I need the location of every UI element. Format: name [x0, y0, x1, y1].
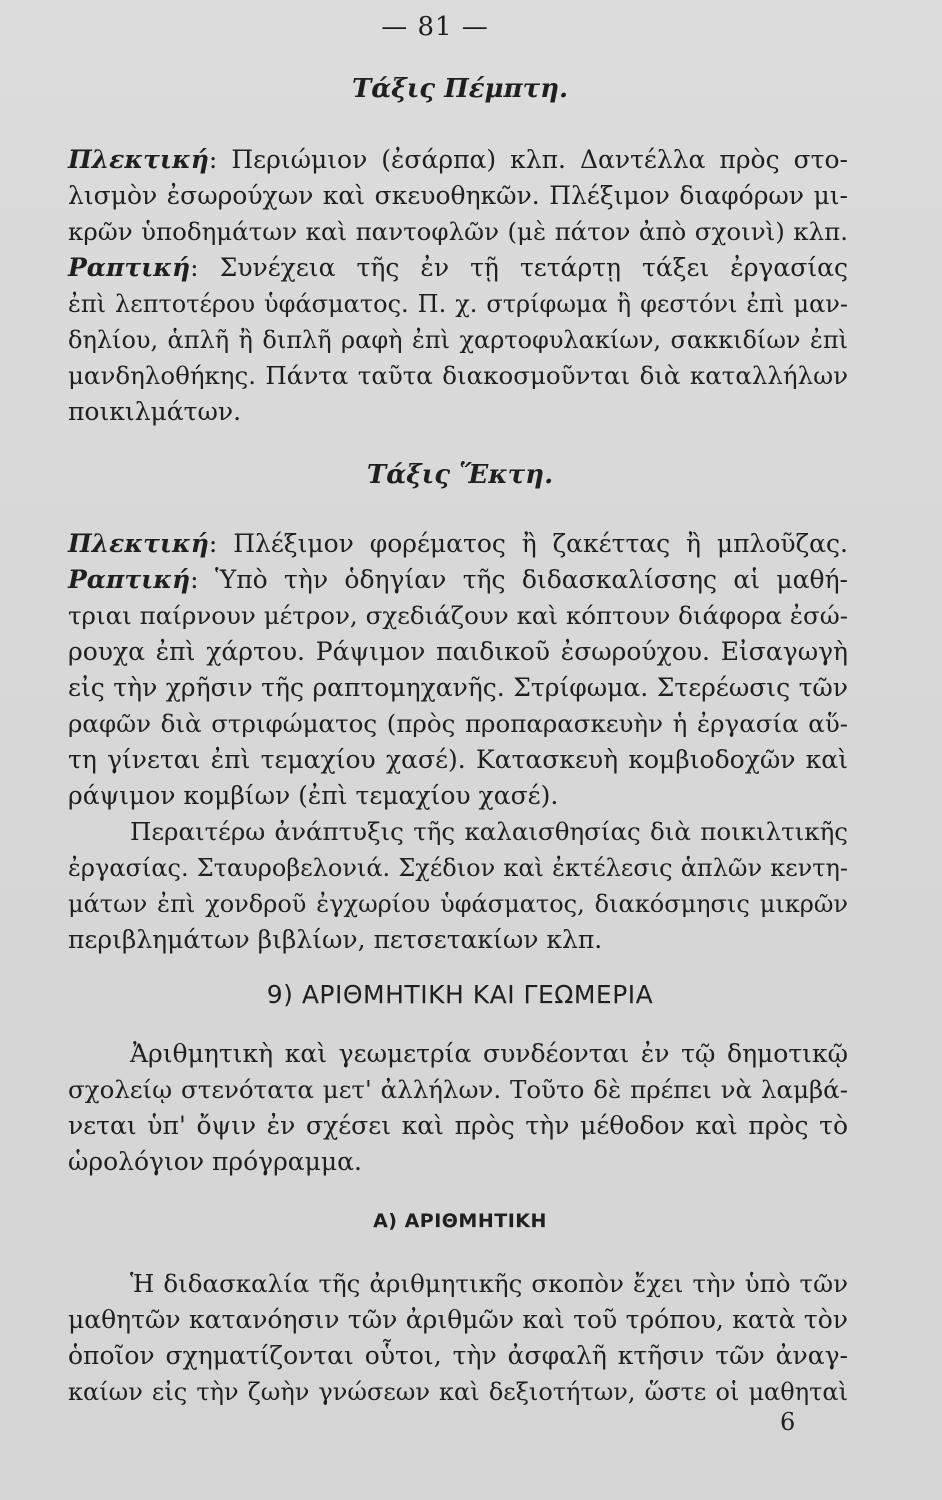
paragraph-line: μαθητῶν κατανόησιν τῶν ἀριθμῶν καὶ τοῦ τρόπου, κατὰ τὸν	[68, 1305, 848, 1334]
inline-label: Πλεκτική	[68, 145, 209, 174]
paragraph-line: ποικιλμάτων.	[68, 397, 242, 426]
paragraph-line: ὁποῖον σχηματίζονται οὗτοι, τὴν ἀσφαλῆ κτῆσιν τῶν ἀναγ-	[68, 1341, 848, 1370]
paragraph-line: νεται ὑπ' ὄψιν ἐν σχέσει καὶ πρὸς τὴν μέθοδον καὶ πρὸς τὸ	[68, 1111, 848, 1140]
paragraph-line: ράψιμον κομβίων (ἐπὶ τεμαχίου χασέ).	[68, 781, 559, 810]
paragraph-line: Ἡ διδασκαλία τῆς ἀριθμητικῆς σκοπὸν ἔχει τὴν ὑπὸ τῶν	[130, 1269, 848, 1298]
paragraph-line: εἰς τὴν χρῆσιν τῆς ραπτομηχανῆς. Στρίφωμα. Στερέωσις τῶν	[68, 673, 848, 702]
paragraph-line: περιβλημάτων βιβλίων, πετσετακίων κλπ.	[68, 925, 603, 954]
inline-label: Πλεκτική	[68, 529, 209, 558]
paragraph-line: ἐργασίας. Σταυροβελονιά. Σχέδιον καὶ ἐκτέλεσις ἁπλῶν κεντη-	[68, 854, 848, 882]
paragraph-line: ἐπὶ λεπτοτέρου ὑφάσματος. Π. χ. στρίφωμα ἢ φεστόνι ἐπὶ μαν-	[68, 290, 848, 318]
subheading-arithmetic: Α) ΑΡΙΘΜΗΤΙΚΗ	[373, 1210, 547, 1232]
paragraph-line: καίων εἰς τὴν ζωὴν γνώσεων καὶ δεξιοτήτων, ὥστε οἱ μαθηταὶ	[68, 1378, 848, 1406]
paragraph-line: ρουχα ἐπὶ χάρτου. Ράψιμον παιδικοῦ ἐσωρούχου. Εἰσαγωγὴ	[68, 637, 848, 666]
paragraph-line: ραφῶν διὰ στριφώματος (πρὸς προπαρασκευὴν ἡ ἐργασία αὕ-	[68, 709, 848, 738]
page-number: — 81 —	[381, 12, 489, 42]
paragraph-line: Ἀριθμητικὴ καὶ γεωμετρία συνδέονται ἐν τῷ δημοτικῷ	[130, 1039, 848, 1068]
paragraph-line: Πλεκτική: Πλέξιμον φορέματος ἢ ζακέττας ἢ μπλοῦζας.	[68, 529, 848, 558]
paragraph-line: ὡρολόγιον πρόγραμμα.	[68, 1147, 362, 1176]
paragraph-line: Πλεκτική: Περιώμιον (ἐσάρπα) κλπ. Δαντέλλα πρὸς στο-	[68, 145, 848, 174]
paragraph-line: Περαιτέρω ἀνάπτυξις τῆς καλαισθησίας διὰ ποικιλτικῆς	[130, 817, 848, 846]
signature-mark: 6	[780, 1408, 796, 1436]
paragraph-line: τριαι παίρνουν μέτρον, σχεδιάζουν καὶ κόπτουν διάφορα ἐσώ-	[68, 601, 848, 630]
paragraph-line: μανδηλοθήκης. Πάντα ταῦτα διακοσμοῦνται διὰ καταλλήλων	[68, 361, 848, 390]
paragraph-line: τη γίνεται ἐπὶ τεμαχίου χασέ). Κατασκευὴ κομβιοδοχῶν καὶ	[68, 745, 848, 774]
section-title-sixth-grade: Τάξις Ἕκτη.	[366, 460, 554, 490]
paragraph-line: σχολείῳ στενότατα μετ' ἀλλήλων. Τοῦτο δὲ πρέπει νὰ λαμβά-	[68, 1075, 848, 1104]
paragraph-line: Ραπτική: Συνέχεια τῆς ἐν τῇ τετάρτῃ τάξει ἐργασίας	[68, 253, 848, 282]
paragraph-line: λισμὸν ἐσωρούχων καὶ σκευοθηκῶν. Πλέξιμον διαφόρων μι-	[68, 181, 848, 210]
paragraph-line: Ραπτική: Ὑπὸ τὴν ὁδηγίαν τῆς διδασκαλίσσης αἱ μαθή-	[68, 565, 848, 594]
section-title-fifth-grade: Τάξις Πέμπτη.	[351, 74, 569, 104]
paragraph-line: δηλίου, ἁπλῆ ἢ διπλῆ ραφὴ ἐπὶ χαρτοφυλακίων, σακκιδίων ἐπὶ	[68, 326, 848, 354]
paragraph-line: μάτων ἐπὶ χονδροῦ ἐγχωρίου ὑφάσματος, διακόσμησις μικρῶν	[68, 890, 848, 918]
chapter-heading-arithmetic-geometry: 9) ΑΡΙΘΜΗΤΙΚΗ ΚΑΙ ΓΕΩΜΕΡΙΑ	[266, 980, 654, 1009]
inline-label: Ραπτική	[68, 253, 191, 282]
paragraph-line: κρῶν ὑποδημάτων καὶ παντοφλῶν (μὲ πάτον ἀπὸ σχοινὶ) κλπ.	[68, 217, 848, 246]
inline-label: Ραπτική	[68, 565, 191, 594]
